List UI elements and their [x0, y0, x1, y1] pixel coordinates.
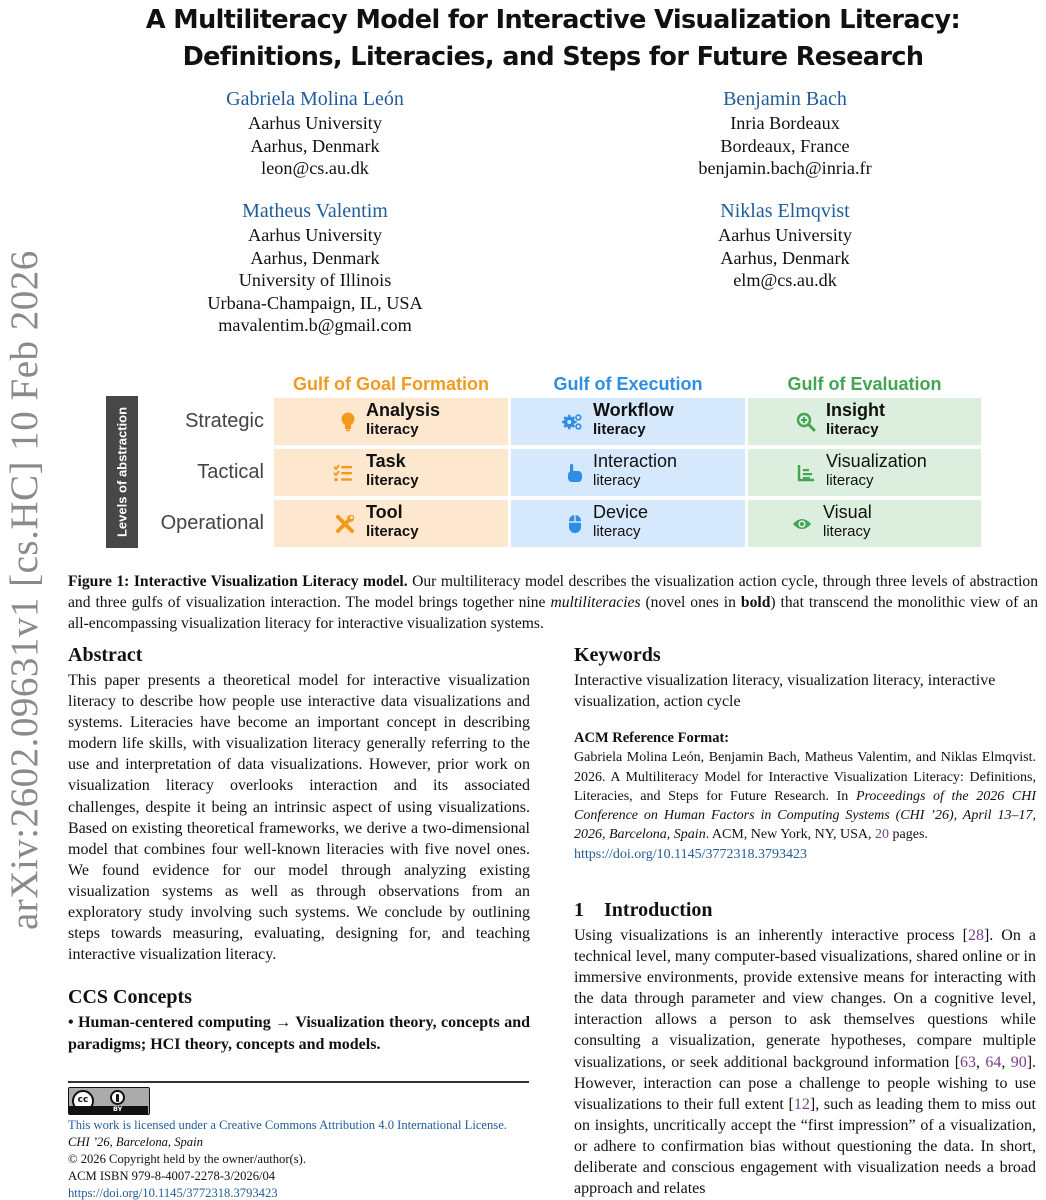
author-email: mavalentim.b@gmail.com [218, 315, 412, 336]
title-line-1: A Multiliteracy Model for Interactive Visualization Literacy: [145, 5, 961, 35]
paper-title [60, 2, 1046, 76]
author-email: elm@cs.au.dk [733, 270, 837, 291]
author-location: Bordeaux, France [720, 135, 850, 156]
introduction-section [574, 897, 1036, 1199]
abstract-section [68, 642, 530, 965]
zoom-in-icon [796, 412, 816, 432]
arxiv-identifier-stamp: arXiv:2602.09631v1 [cs.HC] 10 Feb 2026 [3, 250, 46, 930]
author-block [655, 199, 915, 292]
author-location: Aarhus, Denmark [250, 135, 380, 156]
axis-label: Levels of abstraction [114, 406, 130, 538]
literacy-label: Tool literacy [366, 502, 419, 540]
literacy-label: Visualization literacy [826, 451, 927, 489]
attribution-person-icon [110, 1090, 125, 1105]
author-affiliation: Inria Bordeaux [730, 113, 840, 133]
doi-link[interactable]: https://doi.org/10.1145/3772318.3793423 [68, 1186, 278, 1200]
author-block [180, 87, 450, 180]
introduction-heading: 1 Introduction [574, 899, 713, 921]
acm-reference-format [574, 729, 1036, 864]
citation-link[interactable]: 90 [1010, 1053, 1027, 1071]
abstract-text: This paper presents a theoretical model for interactive visualization literacy to describe how people use interactive data visualizations and systems. Literacies have become an important concept in describing modern life skills, with visualization literacy generally referring to the use and interpretation of data visualizations. However, prior work on visualization literacy overlooks interaction and its associated challenges, despite it being an intrinsic aspect of using visualizations. Based on existing theoretical frameworks, we derive a two-dimensional model that combines four well-known literacies with five novel ones. We found evidence for our model through analyzing existing visualization systems as well as through observations from an exploratory study involving such systems. We conclude by outlining steps towards measuring, evaluating, designing for, and teaching interactive visualization literacy. [68, 672, 530, 964]
cell-visual-literacy [748, 500, 981, 547]
author-email: leon@cs.au.dk [261, 158, 369, 179]
author-block [180, 199, 450, 337]
literacy-label: Analysis literacy [366, 400, 441, 438]
mouse-icon [565, 514, 585, 534]
license-link[interactable]: This work is licensed under a Creative Commons Attribution 4.0 International License. [68, 1118, 507, 1132]
cell-analysis-literacy [274, 398, 508, 445]
keywords-section [574, 642, 1036, 712]
levels-of-abstraction-axis [106, 396, 138, 548]
acm-doi-link[interactable]: https://doi.org/10.1145/3772318.3793423 [574, 846, 807, 862]
caption-label: Figure 1: Interactive Visualization Literacy model. [68, 573, 408, 590]
author-affiliation: Aarhus University [718, 225, 852, 245]
acm-reference-text: Gabriela Molina León, Benjamin Bach, Matheus Valentim, and Niklas Elmqvist. 2026. A Multiliteracy Model for Interactive Visualization Literacy: Definitions, Literacies, and Steps for Future Research. In Proceedings of the 2026 CHI Conference on Human Factors in Computing Systems (CHI ’26), April 13–17, 2026, Barcelona, Spain. ACM, New York, NY, USA, 20 pages. https://doi.org/10.1145/3772318.3793423 [574, 750, 1036, 862]
author-affiliation: Aarhus University [248, 225, 382, 245]
author-location: Aarhus, Denmark [250, 247, 380, 268]
bar-chart-icon [796, 463, 816, 483]
citation-link[interactable]: 12 [793, 1095, 810, 1113]
literacy-label: Device literacy [593, 502, 649, 540]
author-affiliation-2: University of Illinois [238, 270, 392, 291]
isbn-line: ACM ISBN 979-8-4007-2278-3/2026/04 [68, 1169, 276, 1184]
cell-workflow-literacy [511, 398, 745, 445]
conference-location: CHI ’26, Barcelona, Spain [68, 1135, 203, 1150]
citation-link[interactable]: 63 [960, 1053, 977, 1071]
literacy-label: Task literacy [366, 451, 419, 489]
cc-by-license-badge[interactable]: cc BY [68, 1087, 150, 1115]
literacy-label: Visual literacy [823, 502, 872, 540]
author-affiliation: Aarhus University [248, 113, 382, 133]
citation-link[interactable]: 28 [967, 927, 984, 944]
introduction-text: Using visualizations is an inherently interactive process [28]. On a technical level, many computer-based visualizations, shared online or in immersive environments, provide extensive means for interacting with the data through parameter and view changes. On a cognitive level, interaction allows a person to ask themselves questions while consulting a visualization, generate hypotheses, compare multiple visualizations, or seek additional background information [63, 64, 90]. However, interaction can pose a challenge to people wishing to use visualizations to their full extent [12], such as leading them to miss out on insights, uncritically accept the “first impression” of a visualization, or adhere to confirmation bias without questioning the data. In short, deliberate and conscious engagement with visualization needs a broad approach and relates [574, 927, 1037, 1198]
acm-reference-heading: ACM Reference Format: [574, 730, 730, 746]
checklist-icon [333, 463, 353, 483]
gulf-title-goal-formation: Gulf of Goal Formation [293, 374, 489, 394]
gears-icon [562, 412, 582, 432]
author-name[interactable]: Matheus Valentim [242, 200, 388, 222]
cell-device-literacy [511, 500, 745, 547]
tools-icon [335, 514, 355, 534]
gulf-title-execution: Gulf of Execution [553, 374, 703, 394]
multiliteracy-model-figure [105, 372, 985, 552]
pointer-hand-icon [565, 463, 585, 483]
author-name[interactable]: Benjamin Bach [723, 88, 847, 110]
cell-interaction-literacy [511, 449, 745, 496]
literacy-label: Workflow literacy [593, 400, 674, 438]
level-label-tactical: Tactical [197, 461, 264, 483]
title-line-2: Definitions, Literacies, and Steps for Future Research [182, 42, 924, 72]
eye-icon [792, 514, 812, 534]
page-count-link[interactable]: 20 [875, 827, 890, 843]
author-block [655, 87, 915, 180]
author-email: benjamin.bach@inria.fr [698, 158, 872, 179]
creative-commons-icon: cc [72, 1090, 94, 1112]
level-label-strategic: Strategic [185, 410, 264, 432]
keywords-text: Interactive visualization literacy, visualization literacy, interactive visualization, action cycle [574, 672, 996, 711]
gulf-title-evaluation: Gulf of Evaluation [787, 374, 942, 394]
figure-caption: Figure 1: Interactive Visualization Literacy model. Our multiliteracy model describes the visualization action cycle, through three levels of abstraction and three gulfs of visualization interaction. The model brings together nine multiliteracies (novel ones in bold) that transcend the monolithic view of an all-encompassing visualization literacy for interactive visualization systems. [68, 573, 1038, 632]
author-name[interactable]: Gabriela Molina León [226, 88, 404, 110]
cell-visualization-literacy [748, 449, 981, 496]
cell-task-literacy [274, 449, 508, 496]
author-location-2: Urbana-Champaign, IL, USA [207, 292, 423, 313]
ccs-concepts-section [68, 984, 530, 1056]
copyright-line: © 2026 Copyright held by the owner/author(s). [68, 1152, 306, 1167]
level-label-operational: Operational [160, 512, 264, 534]
author-location: Aarhus, Denmark [720, 247, 850, 268]
cell-insight-literacy [748, 398, 981, 445]
literacy-label: Insight literacy [826, 400, 885, 438]
abstract-heading: Abstract [68, 644, 143, 666]
ccs-heading: CCS Concepts [68, 986, 192, 1008]
cell-tool-literacy [274, 500, 508, 547]
footnote-divider [68, 1081, 529, 1083]
citation-link[interactable]: 64 [985, 1053, 1002, 1071]
author-name[interactable]: Niklas Elmqvist [720, 200, 850, 222]
license-footnote [68, 1117, 538, 1200]
ccs-text: • Human-centered computing → Visualization theory, concepts and paradigms; HCI theory, concepts and models. [68, 1014, 530, 1053]
literacy-label: Interaction literacy [593, 451, 678, 489]
keywords-heading: Keywords [574, 644, 661, 666]
lightbulb-icon [338, 412, 358, 432]
